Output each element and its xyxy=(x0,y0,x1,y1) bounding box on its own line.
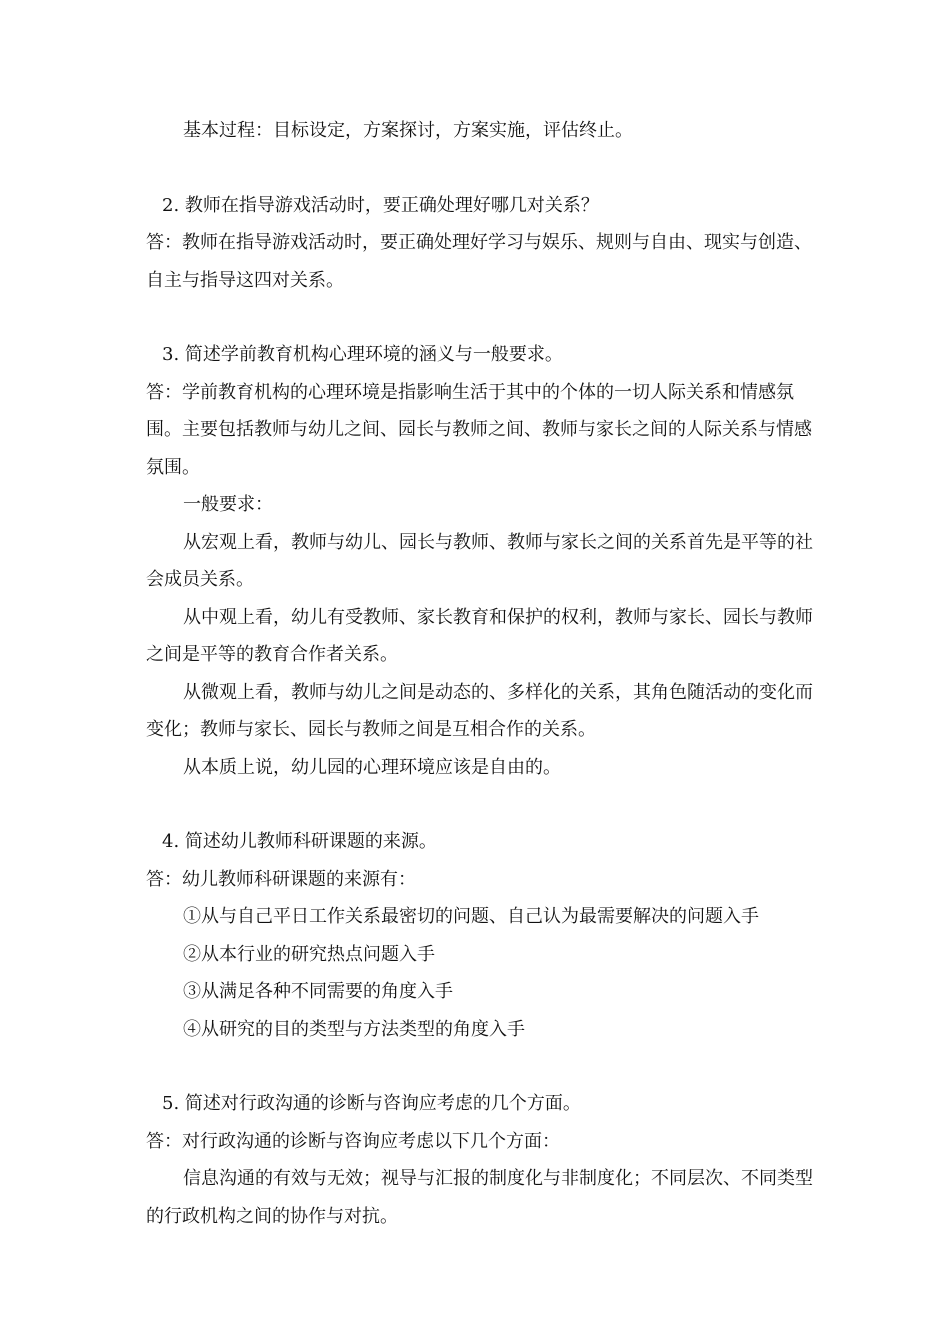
answer-4: 答：幼儿教师科研课题的来源有： xyxy=(146,868,416,890)
spacer xyxy=(146,786,814,823)
paragraph-basic-process: 基本过程：目标设定，方案探讨，方案实施，评估终止。 xyxy=(183,120,633,141)
answer-3-essence: 从本质上说，幼儿园的心理环境应该是自由的。 xyxy=(183,756,561,778)
question-5: 5. 简述对行政沟通的诊断与咨询应考虑的几个方面。 xyxy=(162,1093,581,1114)
answer-4-item-3: ③从满足各种不同需要的角度入手 xyxy=(183,981,453,1002)
question-4: 4. 简述幼儿教师科研课题的来源。 xyxy=(162,831,437,852)
answer-4-item-4: ④从研究的目的类型与方法类型的角度入手 xyxy=(183,1018,525,1040)
answer-4-item-1: ①从与自己平日工作关系最密切的问题、自己认为最需要解决的问题入手 xyxy=(183,906,759,927)
document-page xyxy=(146,112,814,1235)
answer-3-requirements-heading: 一般要求： xyxy=(183,494,273,515)
answer-3-micro: 从微观上看，教师与幼儿之间是动态的、多样化的关系，其角色随活动的变化而变化；教师与家长、园长与教师之间是互相合作的关系。 xyxy=(146,681,813,740)
answer-3: 答：学前教育机构的心理环境是指影响生活于其中的个体的一切人际关系和情感氛围。主要包括教师与幼儿之间、园长与教师之间、教师与家长之间的人际关系与情感氛围。 xyxy=(146,381,812,478)
spacer xyxy=(146,299,814,336)
answer-4-item-2: ②从本行业的研究热点问题入手 xyxy=(183,943,435,965)
answer-2: 答：教师在指导游戏活动时，要正确处理好学习与娱乐、规则与自由、现实与创造、自主与指导这四对关系。 xyxy=(146,232,812,291)
answer-5: 答：对行政沟通的诊断与咨询应考虑以下几个方面： xyxy=(146,1130,560,1152)
spacer xyxy=(146,150,814,187)
answer-3-macro: 从宏观上看，教师与幼儿、园长与教师、教师与家长之间的关系首先是平等的社会成员关系。 xyxy=(146,531,813,590)
question-2: 2. 教师在指导游戏活动时，要正确处理好哪几对关系？ xyxy=(162,194,599,216)
question-3: 3. 简述学前教育机构心理环境的涵义与一般要求。 xyxy=(162,344,563,365)
answer-3-meso: 从中观上看，幼儿有受教师、家长教育和保护的权利，教师与家长、园长与教师之间是平等的教育合作者关系。 xyxy=(146,606,813,665)
answer-5-body: 信息沟通的有效与无效；视导与汇报的制度化与非制度化；不同层次、不同类型的行政机构之间的协作与对抗。 xyxy=(146,1168,813,1227)
spacer xyxy=(146,1048,814,1085)
